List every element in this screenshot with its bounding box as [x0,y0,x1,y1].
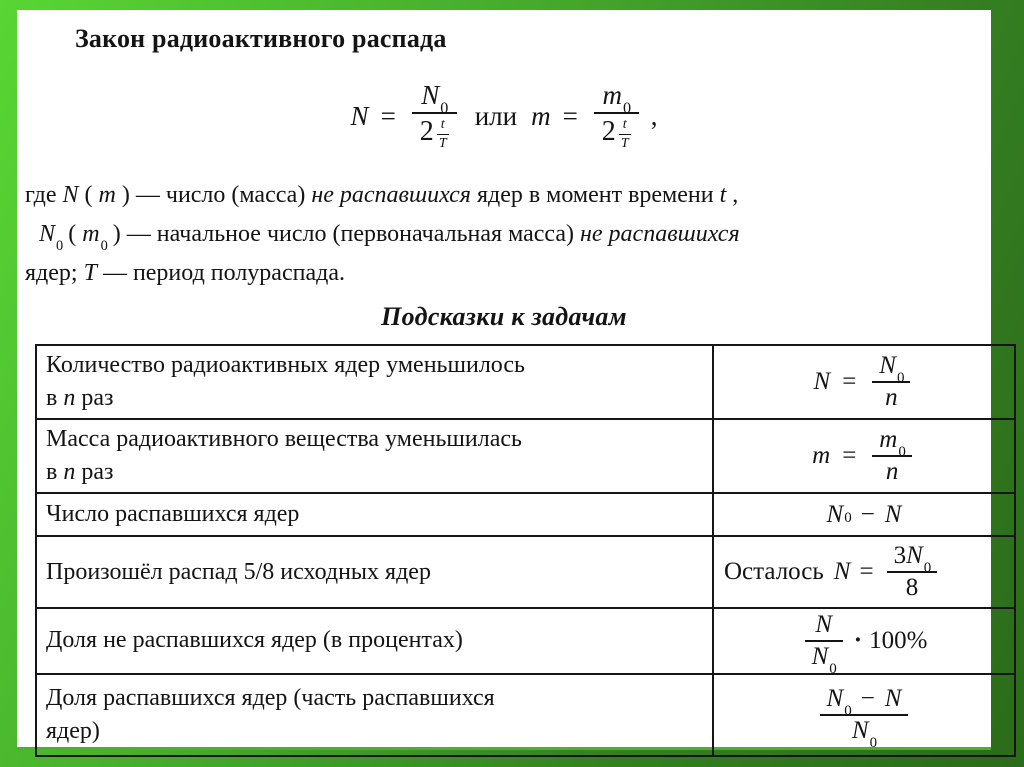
text: ( [62,221,83,247]
math-var: n [63,459,76,485]
fraction-numerator [820,684,909,719]
minus-sign: − [860,500,875,528]
subscript: 0 [100,237,108,254]
base-two: 2 [601,116,616,148]
exponent-numerator: t [619,118,631,135]
text: , [726,182,739,208]
text: Масса радиоактивного вещества уменьшилась [46,426,522,452]
fraction [412,81,457,151]
math-var: N [851,717,869,744]
table-row [36,419,1015,493]
fraction-denominator [872,383,910,411]
math-var: m [812,442,831,469]
table-row [36,536,1015,608]
slide-title: Закон радиоактивного распада [75,24,447,53]
math-var: m [98,182,116,208]
math-var: t [719,182,727,208]
math-var: N [826,684,844,712]
formula: N $_0$ − N [826,500,902,528]
equals-sign: = [562,100,578,131]
fraction-numerator [872,425,912,460]
exponent-denominator: T [620,136,629,152]
formula [814,353,915,412]
math-var: T [83,260,97,286]
text: ядер в момент времени [470,182,720,208]
text: Количество радиоактивных ядер уменьшилось [46,352,525,378]
equals-sign: = [380,100,396,131]
equals-sign: = [842,368,857,395]
hint-formula-cell [713,608,1015,678]
definition-line [25,176,973,215]
math-var: n [885,384,898,411]
fraction-numerator [594,79,639,118]
fraction-denominator [412,114,457,151]
text: раз [75,459,114,485]
math-var: N [879,351,896,379]
table-row [36,345,1015,419]
math-var: m [879,425,898,453]
coefficient: 3 [893,541,907,569]
definition-line [25,215,973,254]
percent-value: 100% [869,627,928,655]
math-var: N [350,100,369,131]
subscript: 0 [622,99,632,118]
fraction-numerator [887,541,938,576]
hint-description-cell [36,419,713,493]
content-area [17,10,991,750]
hint-formula-cell [713,493,1015,536]
text: — период полураспада. [96,260,345,286]
hint-description-cell [36,608,713,674]
fraction [594,81,639,151]
text: ) — начальное число (первоначальная масса) [106,221,580,247]
math-var: m [531,100,551,131]
subscript: 0 [898,443,906,460]
number: 8 [905,574,919,601]
text: в [46,385,64,411]
hint-formula-cell [713,536,1015,608]
math-var: m [82,221,100,247]
fraction-denominator [887,573,938,601]
equals-sign: = [859,558,874,585]
math-var: N [39,221,56,247]
definition-paragraph [25,176,973,293]
text: где [25,182,63,208]
subscript: 0 [844,702,852,719]
fraction-numerator [805,612,843,642]
math-var: n [885,458,899,485]
table-row [36,608,1015,674]
text: ядер; [25,260,84,286]
text: раз [75,385,114,411]
math-var: N [813,368,831,395]
hint-formula-cell [713,674,1015,756]
comma: , [650,100,658,131]
fraction [820,684,909,751]
decay-law-formula [17,68,991,164]
math-var: n [63,385,76,411]
math-var: N [833,558,851,585]
fraction-numerator [412,79,457,118]
formula [812,427,916,486]
exponent-denominator: T [438,136,447,152]
definition-line [25,254,973,293]
text: ( [78,182,99,208]
emphasized-phrase: не распавшихся [579,221,740,247]
math-var: N [826,500,844,528]
fraction [887,543,938,602]
fraction-denominator [820,716,909,751]
math-var: N [815,611,832,638]
subscript: 0 [869,735,878,751]
math-var: N [884,500,902,528]
table-row [36,674,1015,756]
fraction [872,427,912,486]
fraction-denominator [805,642,843,678]
math-var: N [421,79,440,110]
subscript: 0 [829,661,837,678]
hint-formula-cell [713,345,1015,419]
text: Доля не распавшихся ядер (в процентах) [46,627,463,654]
table-subtitle: Подсказки к задачам [381,302,627,331]
exponent-fraction [619,118,631,151]
subscript: 0 [923,559,932,576]
formula [724,543,941,602]
math-var: N [906,541,923,569]
hints-table [35,344,1016,757]
base-two: 2 [419,116,434,148]
hint-description-cell [36,536,713,608]
equals-sign: = [842,442,857,469]
text: ядер) [46,717,100,744]
exponent-fraction [437,118,449,151]
text: ) — число (масса) [115,182,312,208]
hint-description-cell [36,345,713,419]
math-var: m [602,79,622,110]
exponent-numerator: t [437,118,449,135]
subscript: 0 [896,369,905,386]
math-var: N [811,643,829,671]
hint-description-cell [36,493,713,536]
hint-formula-cell [713,419,1015,493]
fraction [872,353,910,412]
text: Доля распавшихся ядер (часть распавшихся [46,684,495,711]
multiplication-dot: · [853,627,863,655]
minus-sign: − [860,684,875,712]
fraction [805,611,843,678]
formula [801,611,928,678]
text: Число распавшихся ядер [46,501,300,527]
text: Произошёл распад 5/8 исходных ядер [46,558,431,585]
hint-description-cell [36,674,713,756]
fraction-denominator [594,114,639,151]
math-var: N [884,684,902,712]
formula [816,684,913,751]
emphasized-phrase: не распавшихся [311,182,471,208]
remains-word: Осталось [724,558,824,585]
table-row [36,493,1015,536]
fraction-numerator [872,351,910,386]
math-var: N [62,182,79,208]
fraction-denominator [872,457,912,485]
or-word: или [474,100,518,131]
subscript: 0 [440,99,449,118]
subscript: 0 [56,237,64,254]
text: в [46,459,64,485]
